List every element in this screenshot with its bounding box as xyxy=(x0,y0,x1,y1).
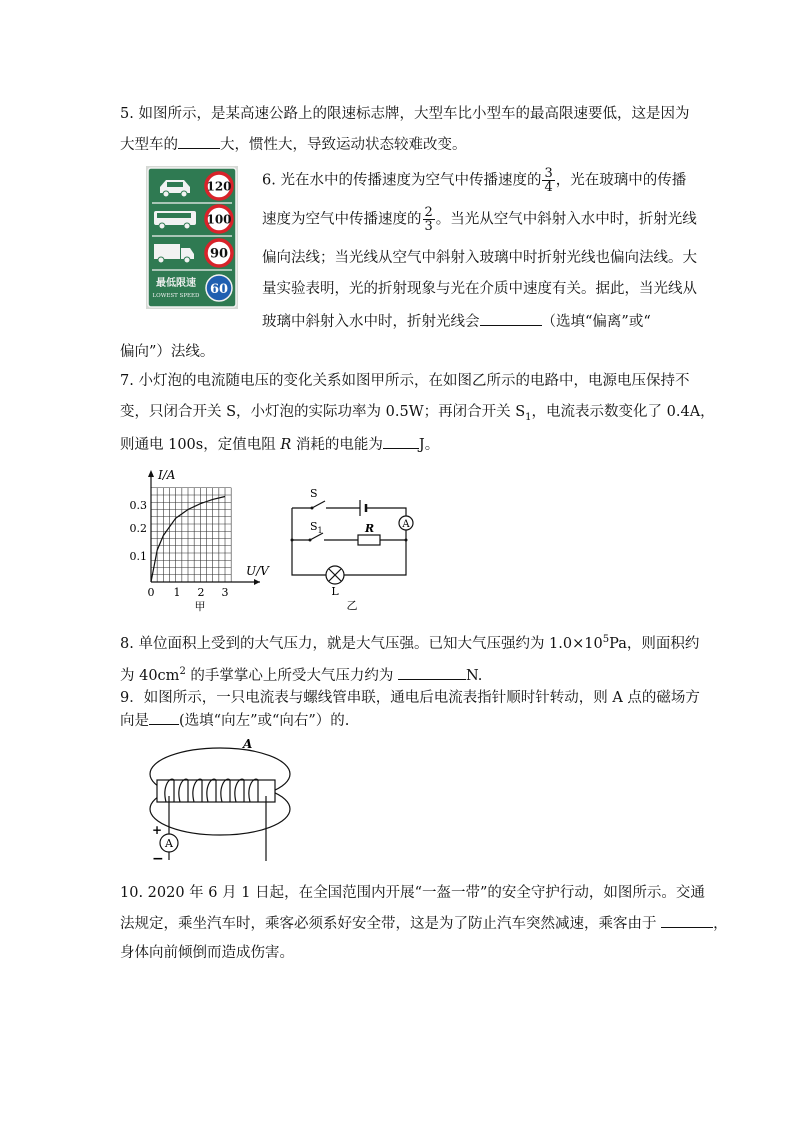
wire-right xyxy=(344,530,406,575)
q7-l3-post: 消耗的电能为 xyxy=(291,437,383,453)
q6-line-1 xyxy=(262,167,686,194)
q5-line-2-post: 大，惯性大，导致运动状态较难改变。 xyxy=(220,137,467,153)
answer-blank-q6[interactable] xyxy=(480,311,542,326)
q6-l5-post: （选填“偏离”或“ xyxy=(541,314,651,330)
q7-line-2 xyxy=(120,402,715,428)
limit-90-sign xyxy=(206,240,232,266)
q5-line-1: 5. 如图所示，是某高速公路上的限速标志牌，大型车比小型车的最高限速要低，这是因为 xyxy=(120,106,690,122)
q10-line-3: 身体向前倾倒而造成伤害。 xyxy=(120,945,294,961)
q10-line-2 xyxy=(120,913,728,934)
q6-line-6: 偏向”）法线。 xyxy=(120,344,215,360)
q6-line-4: 量实验表明，光的折射现象与光在介质中速度有关。据此，当光线从 xyxy=(262,281,697,297)
min-speed-label: 最低限速 xyxy=(156,278,196,289)
q6-line-3: 偏向法线；当光线从空气中斜射入玻璃中时折射光线也偏向法线。大 xyxy=(262,250,697,266)
q5-line-2 xyxy=(120,134,467,155)
y-axis-arrow xyxy=(148,470,154,477)
q6-l5-pre: 玻璃中斜射入水中时，折射光线会 xyxy=(262,314,480,330)
y-tick-0.3: 0.3 xyxy=(129,499,147,512)
circuit-caption: 乙 xyxy=(346,599,358,612)
ammeter-label: A xyxy=(165,837,173,850)
answer-blank-q5[interactable] xyxy=(178,134,220,149)
limit-120-sign xyxy=(206,173,232,199)
q8-l2-mid: 的手掌掌心上所受大气压力约为 xyxy=(185,667,399,684)
x-tick-2: 2 xyxy=(197,586,205,599)
q7-line-3 xyxy=(120,434,439,455)
resistor-r xyxy=(358,535,380,545)
y-tick-0.1: 0.1 xyxy=(129,550,147,563)
q8-l1-sup: 5 xyxy=(602,634,610,645)
q7-l2-post: ，电流表示数变化了 0.4A， xyxy=(531,404,715,420)
q10-l2-pre: 法规定，乘坐汽车时，乘客必须系好安全带，这是为了防止汽车突然减速，乘客由于 xyxy=(120,916,657,932)
x-tick-3: 3 xyxy=(221,586,229,599)
q6-l1-post: ，光在玻璃中的传播 xyxy=(555,172,687,189)
q9-line-1: 9．如图所示，一只电流表与螺线管串联，通电后电流表指针顺时针转动，则 A 点的磁场方 xyxy=(120,690,700,706)
q8-line-2 xyxy=(120,662,482,686)
q6-line-2 xyxy=(262,206,697,233)
switch-s xyxy=(312,501,325,508)
x-tick-0: 0 xyxy=(147,586,155,599)
point-a-label: A xyxy=(243,737,253,751)
graph-grid xyxy=(151,488,231,582)
answer-blank-q7[interactable] xyxy=(383,434,419,449)
x-tick-1: 1 xyxy=(173,586,181,599)
lamp-label: L xyxy=(331,585,339,598)
q7-l2-sub: 1 xyxy=(525,411,532,423)
q10-l2-post: ， xyxy=(713,916,728,932)
wire-top-right xyxy=(366,508,406,516)
q7-l3-end: J。 xyxy=(418,437,440,453)
q8-l1-pre: 8. 单位面积上受到的大气压力，就是大气压强。已知大气压强约为 1.0×10 xyxy=(120,635,603,652)
answer-blank-q9[interactable] xyxy=(149,710,179,725)
q5-line-2-pre: 大型车的 xyxy=(120,137,178,153)
fraction-3-4 xyxy=(542,167,554,194)
q8-l2-pre: 为 40cm xyxy=(120,667,180,684)
limit-60-text: 60 xyxy=(209,282,229,297)
limit-90-text: 90 xyxy=(209,246,229,262)
q8-line-1 xyxy=(120,630,699,654)
wire-left xyxy=(292,508,326,575)
min-speed-sign xyxy=(153,275,232,301)
iu-graph xyxy=(122,464,272,614)
q10-line-1: 10. 2020 年 6 月 1 日起，在全国范围内开展“一盔一带”的安全守护行动，如图所示。交通 xyxy=(120,885,705,901)
min-speed-label-en: LOWEST SPEED xyxy=(152,293,200,299)
q7-l3-r: R xyxy=(280,437,292,453)
answer-blank-q8[interactable] xyxy=(398,665,466,680)
circuit-diagram xyxy=(282,478,422,612)
q6-line-5 xyxy=(262,311,651,332)
switch-s-label: S xyxy=(310,487,318,500)
q7-l3-pre: 则通电 100s，定值电阻 xyxy=(120,437,281,453)
q7-l2-pre: 变，只闭合开关 S，小灯泡的实际功率为 0.5W；再闭合开关 S xyxy=(120,404,526,420)
q6-l2-pre: 速度为空气中传播速度的 xyxy=(262,211,422,228)
minus-terminal: − xyxy=(152,851,164,866)
q6-l2-post: 。当光从空气中斜射入水中时，折射光线 xyxy=(435,211,697,228)
x-axis-arrow xyxy=(254,579,260,585)
q6-l1-pre: 6. 光在水中的传播速度为空气中传播速度的 xyxy=(262,172,542,189)
q9-line-2 xyxy=(120,710,349,731)
y-axis-label: I/A xyxy=(158,468,176,482)
fraction-2-3 xyxy=(423,206,435,233)
switch-s1-label xyxy=(310,520,323,535)
limit-100-text: 100 xyxy=(206,212,232,227)
q8-l2-end: N. xyxy=(466,667,483,684)
fraction-3-4-num: 3 xyxy=(544,166,553,181)
graph-caption: 甲 xyxy=(194,600,206,613)
limit-100-sign xyxy=(206,206,232,232)
resistor-label: R xyxy=(365,522,375,535)
plus-terminal: + xyxy=(152,823,163,837)
solenoid-diagram xyxy=(140,736,300,866)
ammeter-label: A xyxy=(402,519,410,530)
fraction-2-3-num: 2 xyxy=(424,205,433,220)
fraction-2-3-den: 3 xyxy=(424,219,433,234)
q9-l2-pre: 向是 xyxy=(120,713,149,729)
answer-blank-q10[interactable] xyxy=(661,913,713,928)
switch-s1-letter: S xyxy=(310,520,318,533)
speed-limit-sign xyxy=(146,166,238,309)
q9-l2-post: (选填“向左”或“向右”）的. xyxy=(179,713,350,729)
q8-l1-post: Pa，则面积约 xyxy=(609,635,700,652)
q7-line-1: 7. 小灯泡的电流随电压的变化关系如图甲所示，在如图乙所示的电路中，电源电压保持不 xyxy=(120,373,690,389)
x-axis-label: U/V xyxy=(246,564,269,578)
limit-120-text: 120 xyxy=(206,179,232,194)
q8-l2-sup: 2 xyxy=(179,666,186,677)
y-tick-0.2: 0.2 xyxy=(129,522,147,535)
switch-s1-sub: 1 xyxy=(317,526,323,535)
fraction-3-4-den: 4 xyxy=(544,180,553,195)
